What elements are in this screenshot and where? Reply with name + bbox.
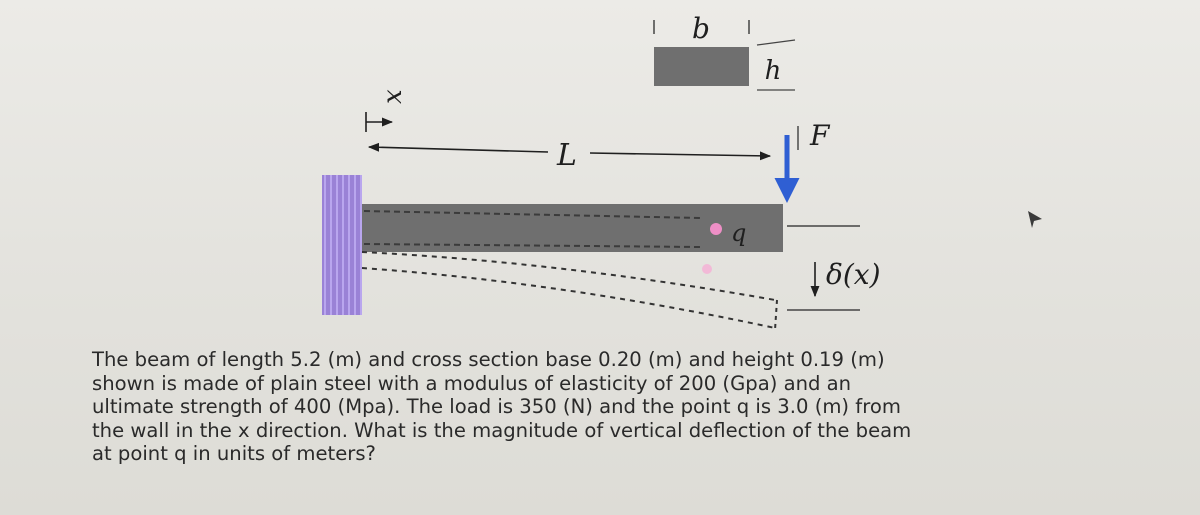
deflection-curve-bottom [362, 268, 775, 328]
force-label: F [810, 119, 830, 152]
deflection-label: δ(x) [826, 258, 881, 291]
deflection-curve-end [775, 300, 777, 330]
cross-section [654, 12, 795, 90]
deflection-indicator [787, 226, 881, 310]
cross-section-rect [654, 47, 749, 86]
problem-line-4: the wall in the x direction. What is the magnitude of vertical deflection of the beam [92, 418, 912, 442]
height-dim-top [757, 40, 795, 45]
x-label: x [378, 89, 408, 104]
cursor-icon [1028, 211, 1042, 228]
length-dimension [369, 138, 770, 173]
fixed-wall [322, 175, 362, 315]
problem-line-5: at point q in units of meters? [92, 442, 376, 466]
height-label: h [764, 56, 782, 86]
problem-line-3: ultimate strength of 400 (Mpa). The load is 350 (N) and the point q is 3.0 (m) from [92, 395, 901, 419]
deflected-point-marker [702, 264, 712, 274]
problem-line-2: shown is made of plain steel with a modulus of elasticity of 200 (Gpa) and an [92, 371, 852, 395]
problem-line-1: The beam of length 5.2 (m) and cross section base 0.20 (m) and height 0.19 (m) [92, 348, 885, 371]
beam [362, 204, 783, 252]
point-q-label: q [731, 219, 747, 247]
point-q-marker [710, 223, 722, 235]
deflection-curve-top [362, 252, 775, 300]
force [787, 119, 831, 198]
base-label: b [692, 12, 710, 45]
length-label: L [557, 138, 577, 173]
x-axis-indicator [366, 89, 408, 132]
deflected-shape [362, 252, 777, 330]
problem-statement [92, 348, 1152, 466]
length-arrow-left [369, 147, 548, 152]
length-arrow-right [590, 153, 770, 156]
